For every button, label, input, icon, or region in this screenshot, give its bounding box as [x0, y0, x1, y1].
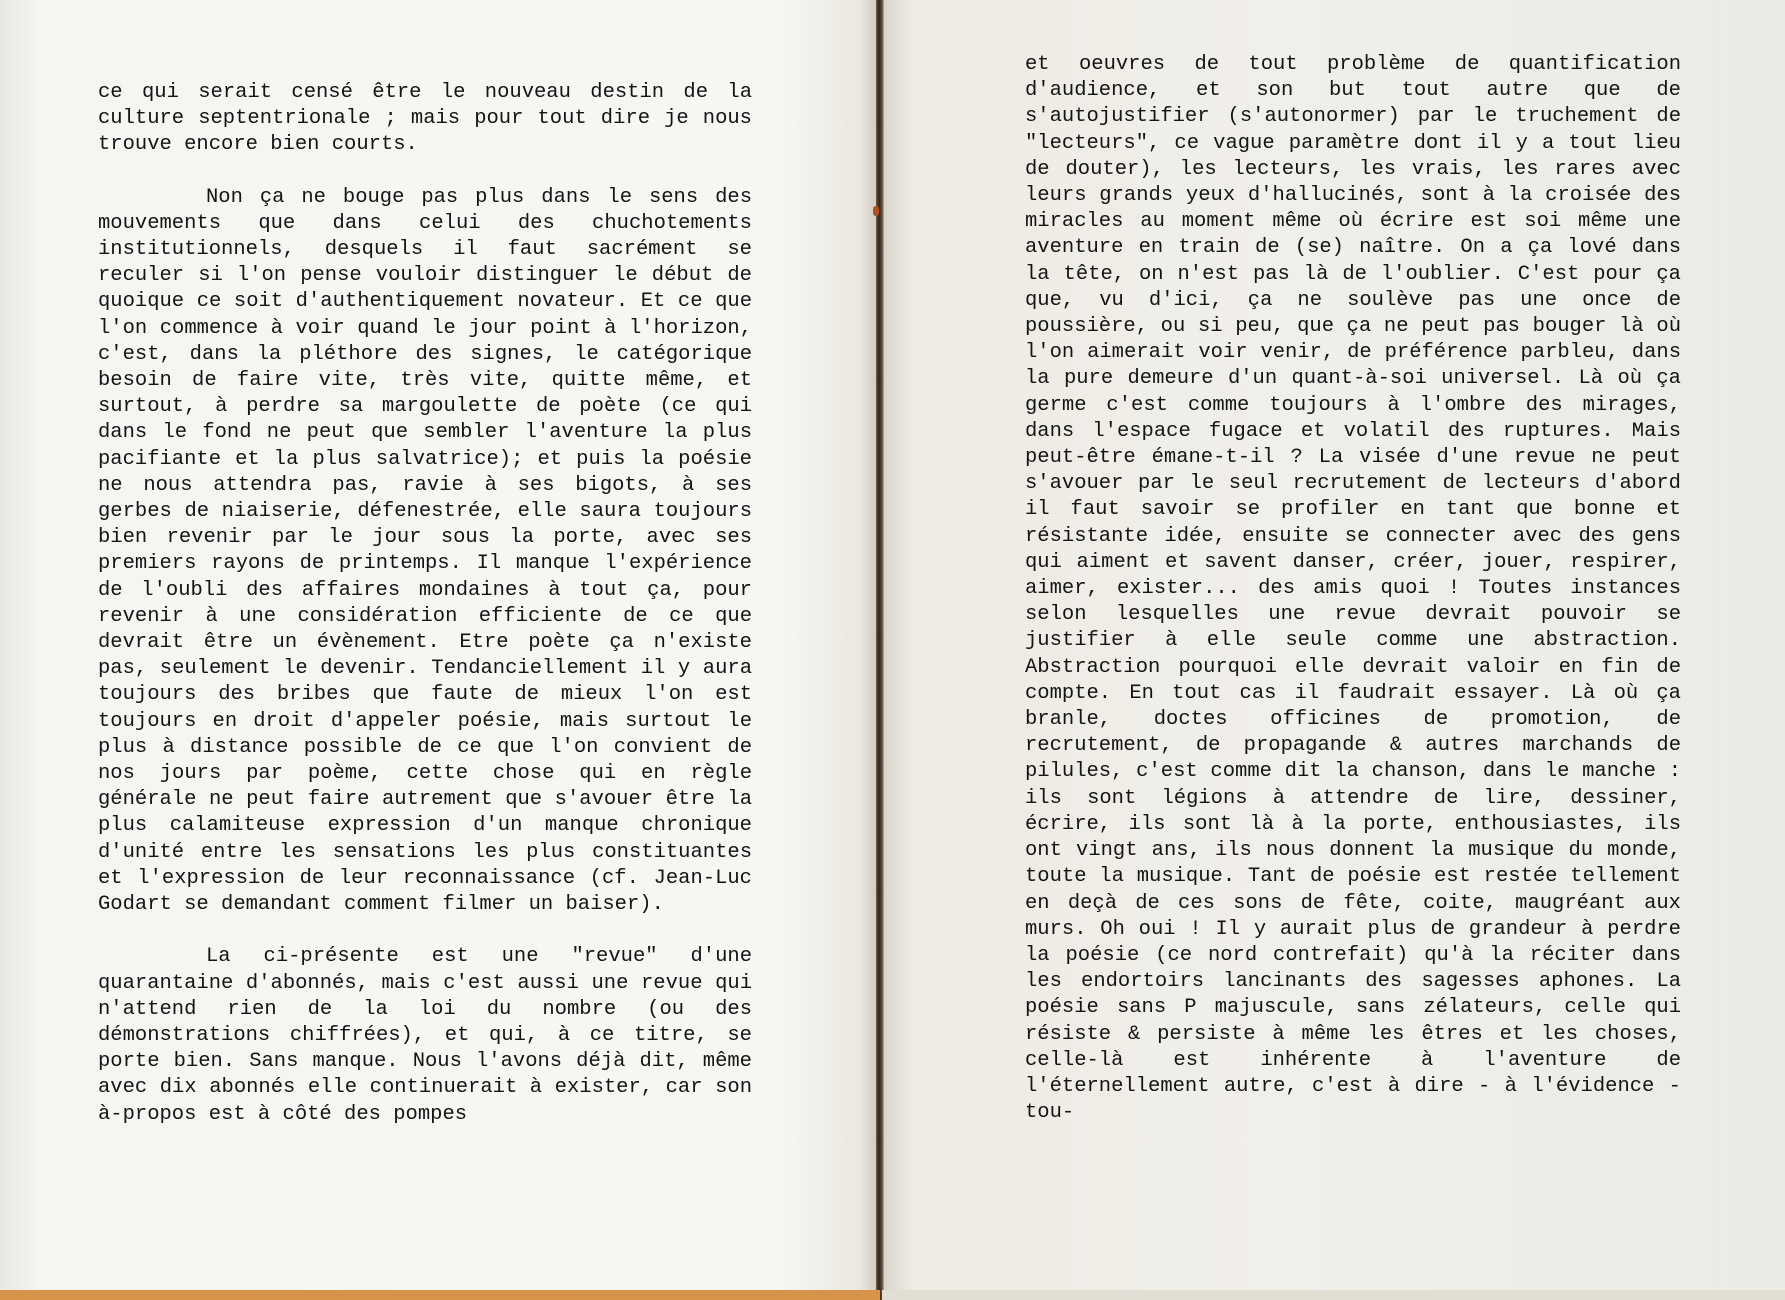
left-paragraph-2: Non ça ne bouge pas plus dans le sens des mouvements que dans celui des chuchotements institutionnels, desquels il faut sacrément se reculer si l'on pense vouloir distinguer le début de quoique ce soit d'authentiquement novateur. Et ce que l'on commence à voir quand le jour point à l'horizon, c'est, dans la pléthore des signes, le catégorique besoin de faire vite, très vite, quitte même, et surtout, à perdre sa margoulette de poète (ce qui dans le fond ne peut que sembler l'aventure la plus pacifiante et la plus salvatrice); et puis la poésie ne nous attendra pas, ravie à ses bigots, à ses gerbes de niaiserie, défenestrée, elle saura toujours bien revenir par le jour sous la porte, avec ses premiers rayons de printemps. Il manque l'expérience de l'oubli des affaires mondaines à tout ça, pour revenir à une considération efficiente de ce que devrait être un évènement. Etre poète ça n'existe pas, seulement le devenir. Tendanciellement il y aura toujours des bribes que faute de mieux l'on est toujours en droit d'appeler poésie, mais surtout le plus à distance possible de ce que l'on convient de nos jours par poème, cette chose qui en règle générale ne peut faire autrement que s'avouer être la plus calamiteuse expression d'un manque chronique d'unité entre les sensations les plus constituantes et l'expression de leur reconnaissance (cf. Jean-Luc Godart se demandant comment filmer un baiser).: [98, 185, 752, 917]
left-page: [0, 0, 878, 1292]
left-paragraph-3: La ci-présente est une "revue" d'une quarantaine d'abonnés, mais c'est aussi une revue qui n'attend rien de la loi du nombre (ou des démonstrations chiffrées), et qui, à ce titre, se porte bien. Sans manque. Nous l'avons déjà dit, même avec dix abonnés elle continuerait à exister, car son à-propos est à côté des pompes: [98, 945, 752, 1126]
right-text-column: [1025, 52, 1681, 1126]
right-page-edge: [882, 1290, 1785, 1300]
gutter-mark: [873, 206, 879, 216]
left-paragraph-1: ce qui serait censé être le nouveau destin de la culture septentrionale ; mais pour tout dire je nous trouve encore bien courts.: [98, 81, 752, 157]
left-text-column: [98, 80, 752, 1128]
cover-edge-strip: [0, 1290, 880, 1300]
book-gutter: [876, 0, 884, 1300]
right-paragraph-1: et oeuvres de tout problème de quantification d'audience, et son but tout autre que de s'autojustifier (s'autonormer) par le truchement de "lecteurs", ce vague paramètre dont il y a tout lieu de douter), les lecteurs, les vrais, les rares avec leurs grands yeux d'hallucinés, sont à la croisée des miracles au moment même où écrire est soi même une aventure en train de (se) naître. On a ça lové dans la tête, on n'est pas là de l'oublier. C'est pour ça que, vu d'ici, ça ne soulève pas une once de poussière, ou si peu, que ça ne peut pas bouger là où l'on aimerait voir venir, de préférence parbleu, dans la pure demeure d'un quant-à-soi universel. Là où ça germe c'est comme toujours à l'ombre des mirages, dans l'espace fugace et volatil des ruptures. Mais peut-être émane-t-il ? La visée d'une revue ne peut s'avouer par le seul recrutement de lecteurs d'abord il faut savoir se profiler en tant que bonne et résistante idée, ensuite se connecter avec des gens qui aiment et savent danser, créer, jouer, respirer, aimer, exister... des amis quoi ! Toutes instances selon lesquelles une revue devrait pouvoir se justifier à elle seule comme une abstraction. Abstraction pourquoi elle devrait valoir en fin de compte. En tout cas il faudrait essayer. Là où ça branle, doctes officines de promotion, de recrutement, de propagande & autres marchands de pilules, c'est comme dit la chanson, dans le manche : ils sont légions à attendre de lire, dessiner, écrire, ils sont là à la porte, enthousiastes, ils ont vingt ans, ils nous donnent la musique du monde, toute la musique. Tant de poésie est restée tellement en deçà de ces sons de fête, coite, maugréant aux murs. Oh oui ! Il y aurait plus de grandeur à perdre la poésie (ce nord contrefait) qu'à la réciter dans les endortoirs lancinants des sagesses aphones. La poésie sans P majuscule, sans zélateurs, celle qui résiste & persiste à même les êtres et les choses, celle-là est inhérente à l'aventure de l'éternellement autre, c'est à dire - à l'évidence - tou-: [1025, 53, 1681, 1125]
